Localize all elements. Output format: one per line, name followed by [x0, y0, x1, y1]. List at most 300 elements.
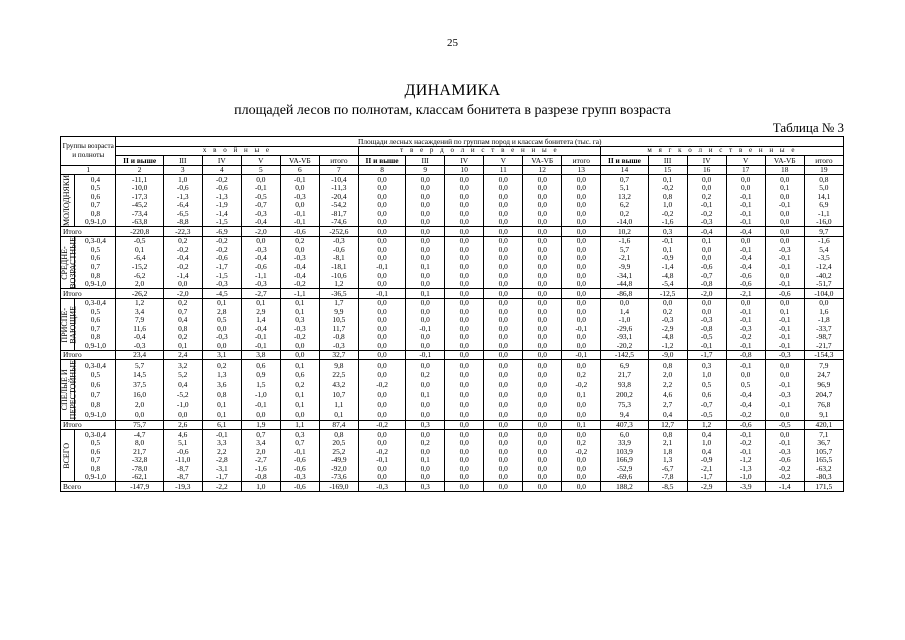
value-cell: 0,0	[445, 227, 484, 237]
value-cell: 0,0	[523, 262, 562, 271]
table-row	[61, 370, 844, 380]
table-row	[61, 341, 844, 350]
value-cell: -0,8	[687, 324, 726, 333]
table-row	[61, 262, 844, 271]
value-cell: 6,9	[601, 360, 648, 370]
value-cell: 32,7	[319, 350, 358, 360]
value-cell: -0,6	[765, 289, 804, 299]
value-cell: -0,3	[241, 209, 280, 218]
value-cell: 0,0	[562, 209, 601, 218]
value-cell: 0,0	[562, 201, 601, 210]
value-cell: -7,8	[648, 473, 687, 482]
value-cell: -0,3	[765, 350, 804, 360]
value-cell: 0,0	[523, 420, 562, 430]
value-cell: 0,0	[484, 227, 523, 237]
value-cell: 6,0	[601, 430, 648, 439]
value-cell: -0,1	[280, 218, 319, 227]
value-cell: 0,0	[484, 390, 523, 400]
table-row	[61, 380, 844, 390]
density-label: 0,8	[75, 333, 116, 342]
value-cell: 0,3	[280, 430, 319, 439]
value-cell: 0,0	[523, 324, 562, 333]
value-cell: -0,5	[687, 333, 726, 342]
value-cell: -0,3	[280, 192, 319, 201]
value-cell: 2,0	[648, 370, 687, 380]
value-cell: 200,2	[601, 390, 648, 400]
value-cell: -3,5	[804, 254, 843, 263]
value-cell: 0,0	[726, 184, 765, 193]
group-header: Группы возраста и полноты	[61, 137, 116, 166]
value-cell: 1,1	[280, 420, 319, 430]
value-cell: -33,7	[804, 324, 843, 333]
value-cell: 0,0	[358, 271, 405, 280]
value-cell: 0,7	[163, 307, 202, 316]
value-cell: 75,7	[116, 420, 163, 430]
value-cell: 0,0	[523, 201, 562, 210]
bonitet-header: итого	[562, 156, 601, 166]
density-label: 0,6	[75, 254, 116, 263]
table-row	[61, 218, 844, 227]
value-cell: 0,0	[445, 473, 484, 482]
density-label: 0,7	[75, 456, 116, 465]
value-cell: -0,1	[726, 218, 765, 227]
value-cell: 0,1	[648, 245, 687, 254]
value-cell: 166,9	[601, 456, 648, 465]
value-cell: -0,2	[562, 380, 601, 390]
value-cell: -32,8	[116, 456, 163, 465]
value-cell: 25,2	[319, 447, 358, 456]
total-label: Итого	[61, 420, 116, 430]
value-cell: 0,0	[406, 473, 445, 482]
bonitet-header: итого	[319, 156, 358, 166]
value-cell: 0,0	[358, 360, 405, 370]
value-cell: -2,7	[241, 289, 280, 299]
value-cell: -0,1	[765, 341, 804, 350]
value-cell: 0,0	[562, 400, 601, 410]
table-row	[61, 400, 844, 410]
table-row	[61, 201, 844, 210]
value-cell: 3,1	[202, 350, 241, 360]
value-cell: -1,4	[765, 482, 804, 492]
age-group-name: ПРИСПЕ- ВАЮЩИЕ	[60, 305, 78, 344]
value-cell: -104,0	[804, 289, 843, 299]
value-cell: 0,0	[765, 227, 804, 237]
density-label: 0,3-0,4	[75, 236, 116, 245]
value-cell: 0,0	[562, 464, 601, 473]
bonitet-header: II и выше	[116, 156, 163, 166]
value-cell: 0,0	[484, 192, 523, 201]
value-cell: 0,8	[163, 324, 202, 333]
value-cell: 0,0	[116, 410, 163, 421]
value-cell: 0,0	[484, 175, 523, 184]
value-cell: 0,0	[484, 360, 523, 370]
bonitet-header: V	[726, 156, 765, 166]
value-cell: -20,4	[319, 192, 358, 201]
value-cell: 0,0	[445, 341, 484, 350]
value-cell: -6,9	[202, 227, 241, 237]
value-cell: 0,1	[202, 400, 241, 410]
value-cell: -1,2	[648, 341, 687, 350]
value-cell: 0,0	[484, 370, 523, 380]
value-cell: 0,0	[804, 298, 843, 307]
total-row	[61, 289, 844, 299]
column-number-row	[61, 165, 844, 175]
value-cell: -0,6	[726, 280, 765, 289]
density-label: 0,6	[75, 316, 116, 325]
bonitet-header: IV	[202, 156, 241, 166]
value-cell: -8,5	[648, 482, 687, 492]
value-cell: -0,2	[765, 473, 804, 482]
table-row	[61, 184, 844, 193]
value-cell: 0,0	[562, 307, 601, 316]
value-cell: 0,0	[358, 280, 405, 289]
value-cell: 0,0	[523, 456, 562, 465]
value-cell: 5,1	[601, 184, 648, 193]
column-number: 15	[648, 165, 687, 175]
bonitet-header: IV	[445, 156, 484, 166]
value-cell: 0,0	[562, 456, 601, 465]
value-cell: 0,0	[406, 227, 445, 237]
value-cell: 0,0	[358, 227, 405, 237]
value-cell: 0,0	[445, 209, 484, 218]
value-cell: -1,6	[601, 236, 648, 245]
value-cell: 0,0	[523, 289, 562, 299]
value-cell: -0,3	[687, 218, 726, 227]
value-cell: 0,1	[280, 400, 319, 410]
value-cell: 9,8	[319, 360, 358, 370]
value-cell: 0,0	[765, 192, 804, 201]
value-cell: 0,0	[358, 245, 405, 254]
value-cell: 0,0	[726, 175, 765, 184]
value-cell: 0,0	[562, 254, 601, 263]
value-cell: -11,0	[163, 456, 202, 465]
value-cell: 2,2	[648, 380, 687, 390]
value-cell: 96,9	[804, 380, 843, 390]
value-cell: -0,2	[726, 439, 765, 448]
column-number: 3	[163, 165, 202, 175]
value-cell: 0,0	[280, 245, 319, 254]
value-cell: -2,0	[241, 227, 280, 237]
total-label: Итого	[61, 289, 116, 299]
value-cell: 9,1	[804, 410, 843, 421]
value-cell: 1,0	[241, 482, 280, 492]
bonitet-header: II и выше	[601, 156, 648, 166]
age-group-label	[60, 298, 78, 350]
value-cell: 1,0	[687, 439, 726, 448]
value-cell: -63,8	[116, 218, 163, 227]
value-cell: -0,1	[280, 209, 319, 218]
value-cell: 0,0	[406, 307, 445, 316]
value-cell: 1,0	[163, 175, 202, 184]
value-cell: 0,0	[358, 324, 405, 333]
value-cell: 0,2	[202, 360, 241, 370]
value-cell: -1,6	[648, 218, 687, 227]
value-cell: 0,0	[358, 254, 405, 263]
total-label: Всего	[61, 482, 116, 492]
age-group-label	[61, 175, 75, 227]
value-cell: -0,1	[765, 280, 804, 289]
value-cell: 0,0	[523, 333, 562, 342]
value-cell: 5,7	[601, 245, 648, 254]
value-cell: -220,8	[116, 227, 163, 237]
value-cell: 9,7	[804, 227, 843, 237]
value-cell: 3,2	[163, 360, 202, 370]
value-cell: 0,0	[562, 430, 601, 439]
value-cell: 0,0	[562, 227, 601, 237]
value-cell: -0,4	[726, 227, 765, 237]
value-cell: 0,3	[687, 360, 726, 370]
value-cell: 0,0	[358, 236, 405, 245]
value-cell: 0,0	[484, 400, 523, 410]
value-cell: -2,2	[202, 482, 241, 492]
bonitet-header: II и выше	[358, 156, 405, 166]
value-cell: 0,0	[562, 245, 601, 254]
value-cell: 2,8	[202, 307, 241, 316]
total-label: Итого	[61, 350, 116, 360]
value-cell: -0,1	[765, 201, 804, 210]
value-cell: -0,3	[202, 280, 241, 289]
value-cell: 0,0	[484, 333, 523, 342]
value-cell: -0,4	[726, 400, 765, 410]
value-cell: -0,2	[562, 447, 601, 456]
value-cell: 0,0	[406, 175, 445, 184]
value-cell: -0,3	[202, 333, 241, 342]
bonitet-header: III	[648, 156, 687, 166]
value-cell: 0,5	[202, 316, 241, 325]
value-cell: -0,2	[358, 420, 405, 430]
value-cell: 0,0	[406, 298, 445, 307]
value-cell: -0,1	[406, 324, 445, 333]
value-cell: 0,0	[562, 298, 601, 307]
value-cell: -0,6	[765, 456, 804, 465]
density-label: 0,9-1,0	[75, 218, 116, 227]
value-cell: 0,2	[163, 298, 202, 307]
value-cell: 5,7	[116, 360, 163, 370]
value-cell: 0,0	[445, 236, 484, 245]
value-cell: -0,1	[358, 262, 405, 271]
value-cell: 6,9	[804, 201, 843, 210]
value-cell: 1,7	[319, 298, 358, 307]
value-cell: -0,1	[726, 430, 765, 439]
value-cell: 0,0	[523, 254, 562, 263]
value-cell: 0,0	[562, 192, 601, 201]
value-cell: 0,1	[765, 184, 804, 193]
value-cell: 0,2	[562, 370, 601, 380]
value-cell: 0,4	[648, 410, 687, 421]
value-cell: -1,6	[241, 464, 280, 473]
value-cell: -11,1	[116, 175, 163, 184]
value-cell: -0,8	[726, 350, 765, 360]
value-cell: -22,3	[163, 227, 202, 237]
value-cell: -0,6	[726, 271, 765, 280]
value-cell: -18,1	[319, 262, 358, 271]
value-cell: 0,0	[562, 271, 601, 280]
bonitet-header: III	[406, 156, 445, 166]
value-cell: 0,2	[280, 380, 319, 390]
value-cell: 2,1	[648, 439, 687, 448]
value-cell: -0,2	[202, 245, 241, 254]
value-cell: 7,9	[804, 360, 843, 370]
density-label: 0,6	[75, 447, 116, 456]
value-cell: 0,1	[280, 298, 319, 307]
bonitet-header: VA-VБ	[280, 156, 319, 166]
value-cell: 0,0	[280, 341, 319, 350]
column-number: 2	[116, 165, 163, 175]
bonitet-header: IV	[687, 156, 726, 166]
value-cell: -0,2	[163, 262, 202, 271]
column-number: 4	[202, 165, 241, 175]
value-cell: 0,0	[687, 298, 726, 307]
value-cell: -0,1	[358, 289, 405, 299]
value-cell: 0,0	[406, 380, 445, 390]
value-cell: 33,9	[601, 439, 648, 448]
bonitet-header: VA-VБ	[523, 156, 562, 166]
value-cell: 0,0	[484, 350, 523, 360]
age-group-label	[61, 430, 75, 482]
value-cell: 0,0	[687, 245, 726, 254]
value-cell: -0,3	[358, 482, 405, 492]
value-cell: -12,5	[648, 289, 687, 299]
value-cell: 0,0	[484, 341, 523, 350]
value-cell: -0,2	[280, 333, 319, 342]
value-cell: 0,0	[445, 184, 484, 193]
page-number: 25	[447, 37, 458, 49]
value-cell: -0,1	[241, 400, 280, 410]
value-cell: -86,8	[601, 289, 648, 299]
value-cell: -0,1	[241, 333, 280, 342]
value-cell: -2,1	[687, 464, 726, 473]
table-row	[61, 456, 844, 465]
value-cell: -15,2	[116, 262, 163, 271]
value-cell: 0,0	[484, 410, 523, 421]
value-cell: -0,3	[280, 473, 319, 482]
column-number: 19	[804, 165, 843, 175]
value-cell: 0,1	[562, 390, 601, 400]
value-cell: 0,1	[406, 456, 445, 465]
value-cell: -73,4	[116, 209, 163, 218]
value-cell: -0,4	[241, 218, 280, 227]
age-group-name: СРЕДНЕ- ВОЗРАСТНЫЕ	[60, 236, 78, 289]
value-cell: 0,1	[319, 410, 358, 421]
value-cell: 0,1	[202, 298, 241, 307]
value-cell: -0,3	[241, 280, 280, 289]
value-cell: 24,7	[804, 370, 843, 380]
value-cell: 11,7	[319, 324, 358, 333]
value-cell: -74,6	[319, 218, 358, 227]
value-cell: 13,2	[601, 192, 648, 201]
value-cell: -4,5	[202, 289, 241, 299]
value-cell: 0,0	[280, 410, 319, 421]
value-cell: 0,0	[280, 201, 319, 210]
value-cell: -8,7	[163, 464, 202, 473]
value-cell: -0,5	[116, 236, 163, 245]
value-cell: 0,2	[648, 307, 687, 316]
value-cell: 0,2	[562, 439, 601, 448]
table-row	[61, 236, 844, 245]
value-cell: 0,0	[241, 236, 280, 245]
total-row	[61, 227, 844, 237]
main-header: Площади лесных насаждений по группам пород и классам бонитета (тыс. га)	[116, 137, 844, 147]
value-cell: 0,0	[406, 447, 445, 456]
value-cell: -0,1	[726, 192, 765, 201]
value-cell: -52,9	[601, 464, 648, 473]
value-cell: 0,1	[562, 420, 601, 430]
value-cell: 0,0	[523, 298, 562, 307]
value-cell: 0,0	[765, 430, 804, 439]
value-cell: 0,1	[116, 245, 163, 254]
value-cell: -0,2	[765, 464, 804, 473]
value-cell: -0,6	[241, 262, 280, 271]
value-cell: 3,3	[202, 439, 241, 448]
value-cell: 0,2	[601, 209, 648, 218]
value-cell: 14,1	[804, 192, 843, 201]
value-cell: 0,0	[445, 456, 484, 465]
value-cell: -0,6	[163, 184, 202, 193]
value-cell: 0,0	[445, 333, 484, 342]
value-cell: 0,0	[484, 271, 523, 280]
value-cell: 0,0	[523, 410, 562, 421]
value-cell: 0,0	[484, 280, 523, 289]
value-cell: -5,2	[163, 390, 202, 400]
value-cell: 0,0	[241, 175, 280, 184]
value-cell: 0,1	[648, 175, 687, 184]
value-cell: 0,0	[280, 350, 319, 360]
value-cell: 0,0	[445, 380, 484, 390]
value-cell: -10,4	[319, 175, 358, 184]
dynamics-table	[60, 136, 844, 492]
value-cell: 1,0	[648, 201, 687, 210]
value-cell: -0,1	[765, 333, 804, 342]
value-cell: 0,2	[280, 236, 319, 245]
value-cell: 0,0	[358, 175, 405, 184]
value-cell: 0,8	[648, 430, 687, 439]
value-cell: 10,2	[601, 227, 648, 237]
value-cell: -0,2	[726, 410, 765, 421]
value-cell: -4,7	[116, 430, 163, 439]
value-cell: 1,3	[648, 456, 687, 465]
value-cell: -0,3	[241, 245, 280, 254]
column-number: 10	[445, 165, 484, 175]
value-cell: 0,0	[562, 218, 601, 227]
value-cell: 0,0	[523, 175, 562, 184]
value-cell: 0,8	[648, 360, 687, 370]
value-cell: -11,3	[319, 184, 358, 193]
value-cell: 0,0	[358, 307, 405, 316]
value-cell: -12,4	[804, 262, 843, 271]
value-cell: 0,1	[202, 410, 241, 421]
value-cell: -1,9	[202, 201, 241, 210]
value-cell: -0,4	[241, 324, 280, 333]
value-cell: 0,0	[726, 370, 765, 380]
value-cell: 0,0	[445, 298, 484, 307]
value-cell: 3,6	[202, 380, 241, 390]
value-cell: 0,2	[406, 439, 445, 448]
value-cell: 0,0	[445, 245, 484, 254]
value-cell: 0,0	[765, 360, 804, 370]
density-label: 0,9-1,0	[75, 473, 116, 482]
value-cell: -8,7	[163, 473, 202, 482]
value-cell: -0,8	[319, 333, 358, 342]
value-cell: -0,6	[319, 245, 358, 254]
value-cell: -0,5	[687, 410, 726, 421]
value-cell: 7,1	[804, 430, 843, 439]
value-cell: 0,0	[358, 333, 405, 342]
age-group-name: ВСЕГО	[62, 442, 72, 469]
value-cell: 0,0	[406, 254, 445, 263]
species-header-conifer: х в о й н ы е	[116, 146, 358, 156]
value-cell: -6,4	[116, 254, 163, 263]
value-cell: -51,7	[804, 280, 843, 289]
